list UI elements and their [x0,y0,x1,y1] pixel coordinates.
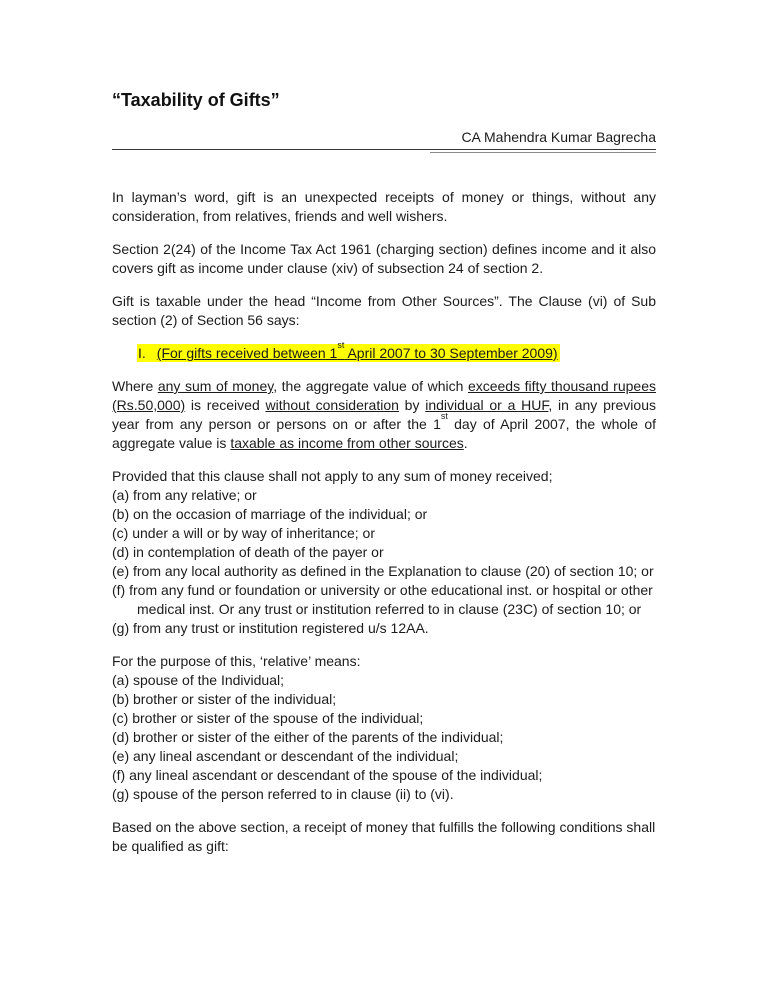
clause-heading [112,340,656,363]
clause-heading-highlight [137,340,560,362]
list-item: (b) brother or sister of the individual; [112,691,337,707]
text-run: Where [112,378,158,394]
list-item: (g) from any trust or institution registered u/s 12AA. [112,620,429,636]
text-run: , in any previous year from any person or persons on or after the 1 [112,397,656,432]
text-run: is received [185,397,266,413]
paragraph-section-224: Section 2(24) of the Income Tax Act 1961 (charging section) defines income and it also covers gift as income under clause (xiv) of subsection 24 of section 2. [112,241,656,276]
list-item: (f) from any fund or foundation or university or othe educational inst. or hospital or other medical inst. Or any trust or institution referred to in clause (23C) of section 10; or [112,582,653,617]
author-name: CA Mahendra Kumar Bagrecha [461,129,656,145]
clause-heading-numeral: I. [138,345,146,361]
text-run: day of April 2007, the whole of aggregate value is [112,416,656,451]
clause-heading-text-pre: (For gifts received between 1 [156,345,338,361]
list-item: (a) from any relative; or [112,487,257,503]
list-item: (e) from any local authority as defined in the Explanation to clause (20) of section 10; or [112,563,654,579]
ordinal-superscript: st [440,411,448,422]
list-item: (e) any lineal ascendant or descendant of the individual; [112,748,459,764]
clause-heading-text-post: April 2007 to 30 September 2009) [344,345,558,361]
author-underline-rule [430,152,656,153]
proviso-list [112,467,656,638]
page-title: “Taxability of Gifts” [112,90,280,110]
underlined-phrase: without consideration [265,397,399,413]
relative-intro: For the purpose of this, ‘relative’ means: [112,653,361,669]
paragraph-taxable-head: Gift is taxable under the head “Income from Other Sources”. The Clause (vi) of Sub section (2) of Section 56 says: [112,293,656,328]
text-run: , the aggregate value of which [273,378,468,394]
list-item: (d) brother or sister of the either of the parents of the individual; [112,729,504,745]
author-section [112,128,656,153]
paragraph-closing: Based on the above section, a receipt of money that fulfills the following conditions shall be qualified as gift: [112,819,656,854]
underlined-phrase: exceeds fifty thousand rupees (Rs.50,000) [112,378,656,413]
paragraph-layman: In layman’s word, gift is an unexpected receipts of money or things, without any consideration, from relatives, friends and well wishers. [112,189,656,224]
text-run: by [398,397,426,413]
list-item: (c) brother or sister of the spouse of the individual; [112,710,424,726]
list-item: (f) any lineal ascendant or descendant of the spouse of the individual; [112,767,543,783]
list-item: (c) under a will or by way of inheritance; or [112,525,375,541]
text-run: . [463,435,468,451]
paragraph-where-sum [112,377,656,453]
list-item: (a) spouse of the Individual; [112,672,284,688]
clause-heading-ordinal: st [337,340,345,351]
underlined-phrase: individual or a HUF [425,397,549,413]
list-item: (d) in contemplation of death of the payer or [112,544,384,560]
list-item: (g) spouse of the person referred to in clause (ii) to (vi). [112,786,454,802]
list-item: (b) on the occasion of marriage of the individual; or [112,506,428,522]
underlined-phrase: any sum of money [157,378,274,394]
underlined-phrase: taxable as income from other sources [230,435,464,451]
author-row [112,128,656,150]
clause-heading-text [156,340,558,361]
relative-definition-list [112,652,656,804]
proviso-intro: Provided that this clause shall not apply to any sum of money received; [112,468,553,484]
